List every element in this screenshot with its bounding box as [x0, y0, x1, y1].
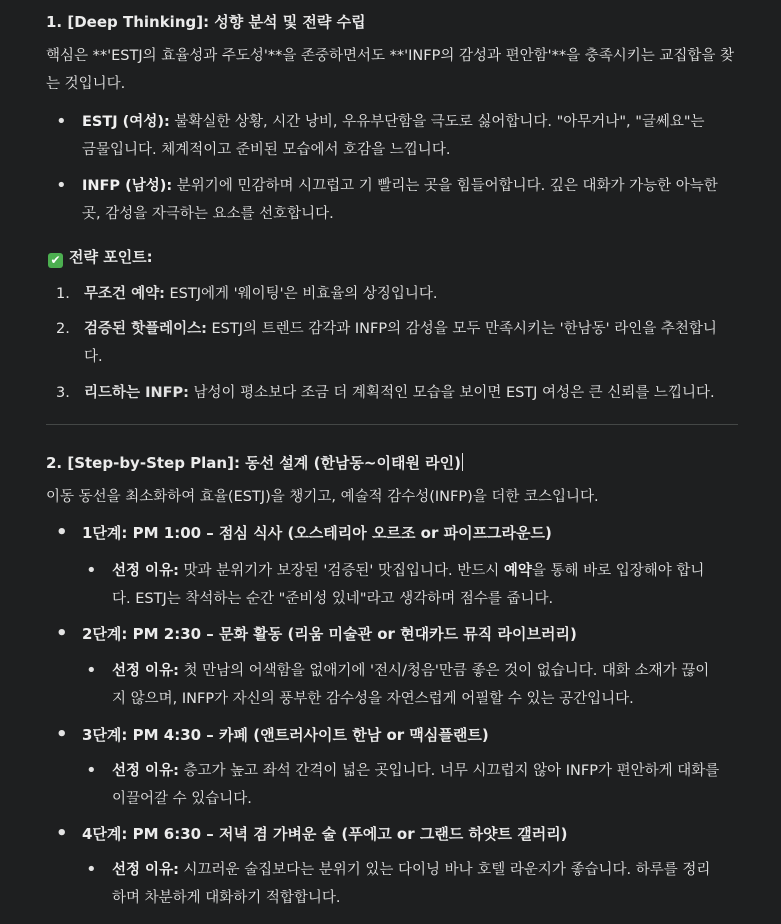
section1-intro: 핵심은 **'ESTJ의 효율성과 주도성'**을 존중하면서도 **'INFP의 감성과 편안함'**을 충족시키는 교집합을 찾는 것입니다.	[46, 48, 734, 92]
bullet-text-cont: 금물입니다. 체계적이고 준비된 모습에서 호감을 느낍니다.	[82, 142, 451, 158]
bullet-dot: •	[56, 724, 68, 745]
bullet-text-cont: 곳, 감성을 자극하는 요소를 선호합니다.	[82, 206, 334, 222]
step-title: 3단계: PM 4:30 – 카페 (앤트러사이트 한남 or 맥심플랜트)	[82, 726, 489, 744]
bullet-dot: •	[56, 823, 68, 844]
bullet-text: 분위기에 민감하며 시끄럽고 기 빨리는 곳을 힘들어합니다. 깊은 대화가 가능한 아늑한	[172, 178, 718, 194]
section1-title: 1. [Deep Thinking]: 성향 분석 및 전략 수립	[46, 13, 366, 31]
text-cursor	[462, 453, 463, 471]
point-label: 리드하는 INFP:	[84, 385, 189, 401]
reason-label: 선정 이유:	[112, 663, 179, 679]
point-number: 3.	[56, 385, 70, 401]
step-title: 1단계: PM 1:00 – 점심 식사 (오스테리아 오르조 or 파이프그라운드)	[82, 524, 552, 542]
bullet-label: ESTJ (여성):	[82, 114, 170, 130]
strategy-point	[56, 280, 754, 308]
reason-label: 선정 이유:	[112, 763, 179, 779]
reason-text-cont: 이끌어갈 수 있습니다.	[112, 791, 252, 807]
reason-label: 선정 이유:	[112, 862, 179, 878]
step-item	[56, 620, 752, 648]
step-reason	[86, 657, 762, 713]
step-title: 2단계: PM 2:30 – 문화 활동 (리움 미술관 or 현대카드 뮤직 라이브러리)	[82, 625, 577, 643]
reason-text: 시끄러운 술집보다는 분위기 있는 다이닝 바나 호텔 라운지가 좋습니다. 하루를 정리	[178, 862, 711, 878]
bullet-dot: •	[86, 560, 97, 581]
step-title: 4단계: PM 6:30 – 저녁 겸 가벼운 술 (푸에고 or 그랜드 하얏트 갤러리)	[82, 825, 568, 843]
reason-text: 첫 만남의 어색함을 없애기에 '전시/청음'만큼 좋은 것이 없습니다. 대화 소재가 끊이	[178, 663, 710, 679]
list-item-infp	[56, 172, 752, 228]
point-label: 검증된 핫플레이스:	[84, 321, 207, 337]
reason-text-cont: 지 않으며, INFP가 자신의 풍부한 감수성을 자연스럽게 어필할 수 있는 공간입니다.	[112, 691, 634, 707]
point-text: ESTJ에게 '웨이팅'은 비효율의 상징입니다.	[164, 286, 438, 302]
step-reason	[86, 856, 762, 912]
section-divider	[46, 424, 738, 425]
point-number: 1.	[56, 286, 70, 302]
strategy-point	[56, 315, 754, 371]
section2-title[interactable]	[46, 449, 463, 478]
point-label: 무조건 예약:	[84, 286, 165, 302]
bullet-dot: •	[86, 859, 97, 880]
bullet-dot: •	[56, 522, 68, 543]
step-item	[56, 519, 752, 547]
step-reason	[86, 557, 762, 613]
bullet-dot: •	[86, 760, 97, 781]
section2-intro: 이동 동선을 최소화하여 효율(ESTJ)을 챙기고, 예술적 감수성(INFP)을 더한 코스입니다.	[46, 489, 599, 505]
list-item-estj	[56, 108, 752, 164]
step-item	[56, 721, 752, 749]
bullet-dot: •	[56, 623, 68, 644]
bullet-dot: •	[56, 175, 67, 196]
reason-text-cont: 다. ESTJ는 착석하는 순간 "준비성 있네"라고 생각하며 점수를 줍니다.	[112, 591, 554, 607]
reason-text-cont: 하며 차분하게 대화하기 적합합니다.	[112, 890, 341, 906]
step-item	[56, 820, 752, 848]
bullet-text: 불확실한 상황, 시간 낭비, 우유부단함을 극도로 싫어합니다. "아무거나", "글쎄요"는	[169, 114, 705, 130]
reason-text: 층고가 높고 좌석 간격이 넓은 곳입니다. 너무 시끄럽지 않아 INFP가 편안하게 대화를	[178, 763, 720, 779]
bullet-label: INFP (남성):	[82, 178, 173, 194]
step-reason	[86, 757, 762, 813]
point-text-cont: 다.	[84, 349, 103, 365]
strategy-heading-text: 전략 포인트:	[69, 248, 153, 266]
bullet-dot: •	[56, 111, 67, 132]
reason-label: 선정 이유:	[112, 563, 179, 579]
reason-text: 맛과 분위기가 보장된 '검증된' 맛집입니다. 반드시	[178, 563, 504, 579]
reason-text: 을 통해 바로 입장해야 합니	[531, 563, 705, 579]
check-mark-icon: ✔	[48, 253, 63, 268]
point-text: ESTJ의 트렌드 감각과 INFP의 감성을 모두 만족시키는 '한남동' 라인을 추천합니	[206, 321, 717, 337]
reason-emphasis: 예약	[503, 563, 532, 579]
strategy-heading	[48, 243, 153, 272]
bullet-dot: •	[86, 660, 97, 681]
strategy-point	[56, 379, 754, 407]
section2-title-text: 2. [Step-by-Step Plan]: 동선 설계 (한남동~이태원 라인)	[46, 454, 462, 472]
point-text: 남성이 평소보다 조금 더 계획적인 모습을 보이면 ESTJ 여성은 큰 신뢰를 느낍니다.	[188, 385, 715, 401]
point-number: 2.	[56, 321, 70, 337]
